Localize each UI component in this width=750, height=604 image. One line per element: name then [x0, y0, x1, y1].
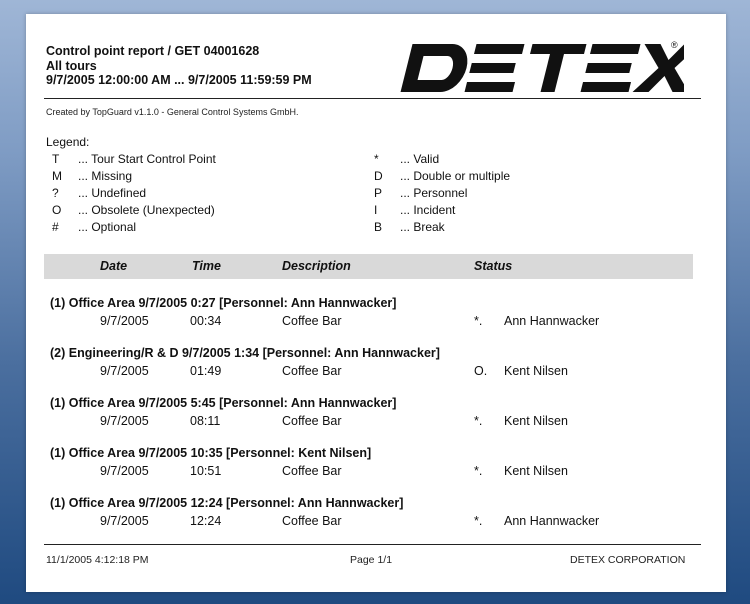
header-divider	[44, 98, 701, 99]
legend-item: # ... Optional	[52, 220, 137, 234]
legend-item: B ... Break	[374, 220, 445, 234]
tour-group-title: (2) Engineering/R & D 9/7/2005 1:34 [Personnel: Ann Hannwacker]	[50, 346, 440, 360]
row-date: 9/7/2005	[100, 514, 149, 528]
report-page	[26, 14, 726, 592]
legend-item: I ... Incident	[374, 203, 456, 217]
legend-item: T ... Tour Start Control Point	[52, 152, 216, 166]
report-title: Control point report / GET 04001628	[46, 44, 260, 58]
tour-group-title: (1) Office Area 9/7/2005 0:27 [Personnel: Ann Hannwacker]	[50, 296, 397, 310]
row-person: Kent Nilsen	[504, 414, 568, 428]
row-description: Coffee Bar	[282, 514, 342, 528]
legend-item: D ... Double or multiple	[374, 169, 511, 183]
row-description: Coffee Bar	[282, 464, 342, 478]
table-header	[44, 254, 693, 279]
row-person: Kent Nilsen	[504, 464, 568, 478]
row-status: *.	[474, 514, 483, 528]
footer-print-date: 11/1/2005 4:12:18 PM	[46, 554, 149, 566]
row-description: Coffee Bar	[282, 414, 342, 428]
row-date: 9/7/2005	[100, 364, 149, 378]
footer-page-number: Page 1/1	[350, 554, 393, 566]
row-date: 9/7/2005	[100, 414, 149, 428]
report-period: 9/7/2005 12:00:00 AM ... 9/7/2005 11:59:59 PM	[46, 73, 312, 87]
row-status: *.	[474, 414, 483, 428]
detex-logo	[394, 38, 684, 98]
row-time: 12:24	[190, 514, 222, 528]
legend-title: Legend:	[46, 135, 90, 149]
row-time: 10:51	[190, 464, 222, 478]
row-status: O.	[474, 364, 488, 378]
row-date: 9/7/2005	[100, 314, 149, 328]
created-by-note: Created by TopGuard v1.1.0 - General Control Systems GmbH.	[46, 107, 299, 117]
row-time: 01:49	[190, 364, 222, 378]
column-header-date: Date	[100, 259, 128, 273]
tour-group-title: (1) Office Area 9/7/2005 10:35 [Personnel: Kent Nilsen]	[50, 446, 372, 460]
row-status: *.	[474, 314, 483, 328]
row-person: Ann Hannwacker	[504, 314, 600, 328]
row-description: Coffee Bar	[282, 314, 342, 328]
tour-group-title: (1) Office Area 9/7/2005 12:24 [Personnel: Ann Hannwacker]	[50, 496, 404, 510]
row-description: Coffee Bar	[282, 364, 342, 378]
legend-item: O ... Obsolete (Unexpected)	[52, 203, 215, 217]
column-header-status: Status	[474, 259, 513, 273]
registered-mark: ®	[671, 40, 678, 50]
column-header-time: Time	[192, 259, 221, 273]
row-person: Ann Hannwacker	[504, 514, 600, 528]
footer-company: DETEX CORPORATION	[570, 554, 686, 566]
legend-item: * ... Valid	[374, 152, 440, 166]
column-header-description: Description	[282, 259, 351, 273]
row-status: *.	[474, 464, 483, 478]
tour-group-title: (1) Office Area 9/7/2005 5:45 [Personnel: Ann Hannwacker]	[50, 396, 397, 410]
legend-item: P ... Personnel	[374, 186, 468, 200]
footer-divider	[44, 544, 701, 545]
row-date: 9/7/2005	[100, 464, 149, 478]
report-scope: All tours	[46, 58, 97, 73]
row-time: 08:11	[190, 414, 221, 428]
row-time: 00:34	[190, 314, 222, 328]
row-person: Kent Nilsen	[504, 364, 568, 378]
legend-item: ? ... Undefined	[52, 186, 147, 200]
legend-item: M ... Missing	[52, 169, 133, 183]
report-header	[46, 44, 312, 88]
